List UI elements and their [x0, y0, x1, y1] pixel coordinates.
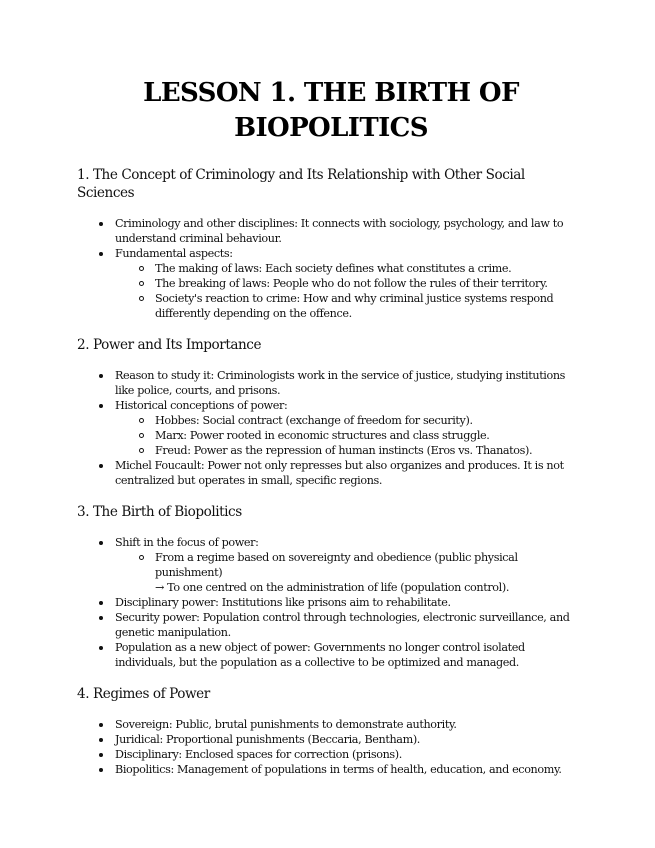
list-item-text: Historical conceptions of power:	[115, 399, 288, 412]
bullet-circle-icon	[139, 418, 144, 423]
sub-list-item-text: The breaking of laws: People who do not follow the rules of their territory.	[155, 277, 548, 290]
sub-list-item	[155, 428, 585, 443]
section-1-list	[77, 216, 585, 321]
bullet-dot-icon	[99, 616, 103, 620]
list-item-text: Disciplinary: Enclosed spaces for correction (prisons).	[115, 748, 402, 761]
list-item	[115, 368, 585, 398]
bullet-circle-icon	[139, 281, 144, 286]
list-item	[115, 640, 585, 670]
section-2-list	[77, 368, 585, 488]
section-heading-2: 2. Power and Its Importance	[77, 337, 262, 353]
sub-list-item-text: Marx: Power rooted in economic structures and class struggle.	[155, 429, 490, 442]
list-item-text: Security power: Population control through technologies, electronic surveillance, and genetic manipulation.	[115, 611, 570, 639]
list-item	[115, 595, 585, 610]
page-title	[77, 76, 585, 146]
sub-list-item-text: Hobbes: Social contract (exchange of freedom for security).	[155, 414, 473, 427]
bullet-dot-icon	[99, 252, 103, 256]
bullet-circle-icon	[139, 448, 144, 453]
list-item	[115, 216, 585, 246]
bullet-dot-icon	[99, 541, 103, 545]
bullet-dot-icon	[99, 601, 103, 605]
bullet-dot-icon	[99, 374, 103, 378]
sub-list-item-text: The making of laws: Each society defines what constitutes a crime.	[155, 262, 512, 275]
bullet-circle-icon	[139, 296, 144, 301]
page-title-line-1: LESSON 1. THE BIRTH OF	[143, 78, 519, 108]
bullet-dot-icon	[99, 464, 103, 468]
sub-list-item	[155, 291, 585, 321]
list-item	[115, 732, 585, 747]
list-item	[115, 398, 585, 458]
bullet-dot-icon	[99, 768, 103, 772]
bullet-dot-icon	[99, 222, 103, 226]
bullet-circle-icon	[139, 266, 144, 271]
list-item-text: Juridical: Proportional punishments (Beccaria, Bentham).	[115, 733, 420, 746]
sub-list-item	[155, 443, 585, 458]
list-item-text: Shift in the focus of power:	[115, 536, 259, 549]
list-item	[115, 610, 585, 640]
list-item	[115, 458, 585, 488]
list-item-text: Biopolitics: Management of populations in terms of health, education, and economy.	[115, 763, 562, 776]
list-item	[115, 246, 585, 321]
page-title-line-2: BIOPOLITICS	[234, 113, 428, 143]
sub-list	[115, 261, 585, 321]
sub-list-item-text: Freud: Power as the repression of human instincts (Eros vs. Thanatos).	[155, 444, 533, 457]
sub-list-item	[155, 550, 585, 595]
bullet-circle-icon	[139, 555, 144, 560]
section-heading-3: 3. The Birth of Biopolitics	[77, 504, 242, 520]
sub-list-item-continuation: → To one centred on the administration of life (population control).	[155, 581, 510, 594]
section-4-list	[77, 717, 585, 777]
list-item-text: Sovereign: Public, brutal punishments to demonstrate authority.	[115, 718, 457, 731]
list-item-text: Michel Foucault: Power not only represses but also organizes and produces. It is not centralized but operates in small, specific regions.	[115, 459, 564, 487]
list-item	[115, 762, 585, 777]
sub-list-item-text: From a regime based on sovereignty and obedience (public physical punishment)	[155, 551, 518, 579]
list-item-text: Criminology and other disciplines: It connects with sociology, psychology, and law to understand criminal behaviour.	[115, 217, 564, 245]
sub-list	[115, 550, 585, 595]
list-item-text: Population as a new object of power: Governments no longer control isolated individuals, but the population as a collective to be optimized and managed.	[115, 641, 525, 669]
section-heading-4: 4. Regimes of Power	[77, 686, 210, 702]
list-item-text: Fundamental aspects:	[115, 247, 233, 260]
list-item-text: Reason to study it: Criminologists work in the service of justice, studying institutions like police, courts, and prisons.	[115, 369, 566, 397]
bullet-dot-icon	[99, 753, 103, 757]
sub-list-item	[155, 276, 585, 291]
list-item	[115, 535, 585, 595]
sub-list	[115, 413, 585, 458]
bullet-dot-icon	[99, 723, 103, 727]
sub-list-item	[155, 261, 585, 276]
list-item	[115, 717, 585, 732]
sub-list-item-text: Society's reaction to crime: How and why criminal justice systems respond differently depending on the offence.	[155, 292, 554, 320]
bullet-dot-icon	[99, 646, 103, 650]
sub-list-item	[155, 413, 585, 428]
list-item-text: Disciplinary power: Institutions like prisons aim to rehabilitate.	[115, 596, 451, 609]
bullet-circle-icon	[139, 433, 144, 438]
bullet-dot-icon	[99, 738, 103, 742]
bullet-dot-icon	[99, 404, 103, 408]
section-3-list	[77, 535, 585, 670]
section-heading-1: 1. The Concept of Criminology and Its Relationship with Other Social Sciences	[77, 167, 525, 201]
list-item	[115, 747, 585, 762]
